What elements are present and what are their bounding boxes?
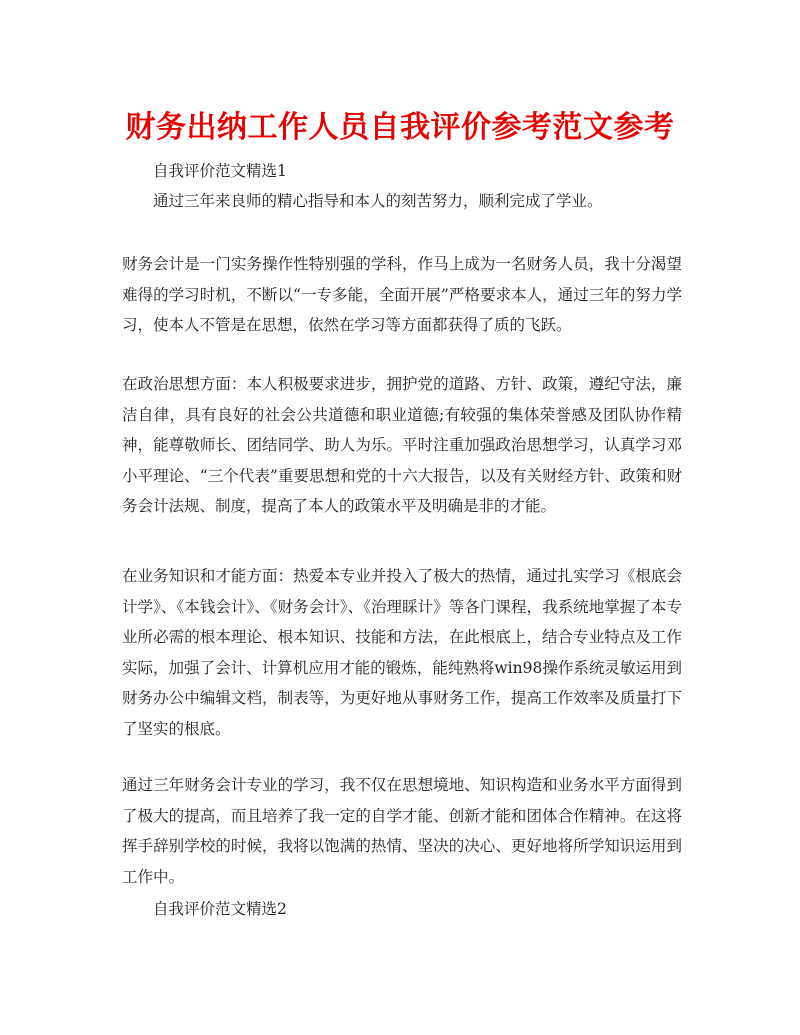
intro-sentence: 通过三年来良师的精心指导和本人的刻苦努力，顺利完成了学业。 [153, 192, 603, 210]
document-title: 财务出纳工作人员自我评价参考范文参考 [125, 110, 675, 145]
paragraph-political-thought: 在政治思想方面：本人积极要求进步，拥护党的道路、方针、政策，遵纪守法，廉洁自律，具有良好的社会公共道德和职业道德;有较强的集体荣誉感及团队协作精神，能尊敬师长、团结同学、助人为乐。平时注重加强政治思想学习，认真学习邓小平理论、“三个代表”重要思想和党的十六大报告，以及有关财经方针、政策和财务会计法规、制度，提高了本人的政策水平及明确是非的才能。 [122, 375, 682, 515]
paragraph-professional-skills: 在业务知识和才能方面：热爱本专业并投入了极大的热情，通过扎实学习《根底会计学》、《本钱会计》、《财务会计》、《治理睬计》等各门课程，我系统地掌握了本专业所必需的根本理论、根本知识、技能和方法，在此根底上，结合专业特点及工作实际，加强了会计、计算机应用才能的锻炼，能纯熟将win98操作系统灵敏运用到财务办公中编辑文档，制表等，为更好地从事财务工作，提高工作效率及质量打下了坚实的根底。 [122, 567, 682, 738]
paragraph-finance-study: 财务会计是一门实务操作性特别强的学科，作马上成为一名财务人员，我十分渴望难得的学习时机，不断以“一专多能，全面开展”严格要求本人，通过三年的努力学习，使本人不管是在思想，依然在学习等方面都获得了质的飞跃。 [122, 255, 682, 334]
section-heading-2: 自我评价范文精选2 [153, 900, 287, 918]
section-heading-1: 自我评价范文精选1 [153, 162, 287, 180]
paragraph-summary: 通过三年财务会计专业的学习，我不仅在思想境地、知识构造和业务水平方面得到了极大的提高，而且培养了我一定的自学才能、创新才能和团体合作精神。在这将挥手辞别学校的时候，我将以饱满的热情、坚决的决心、更好地将所学知识运用到工作中。 [122, 776, 682, 886]
